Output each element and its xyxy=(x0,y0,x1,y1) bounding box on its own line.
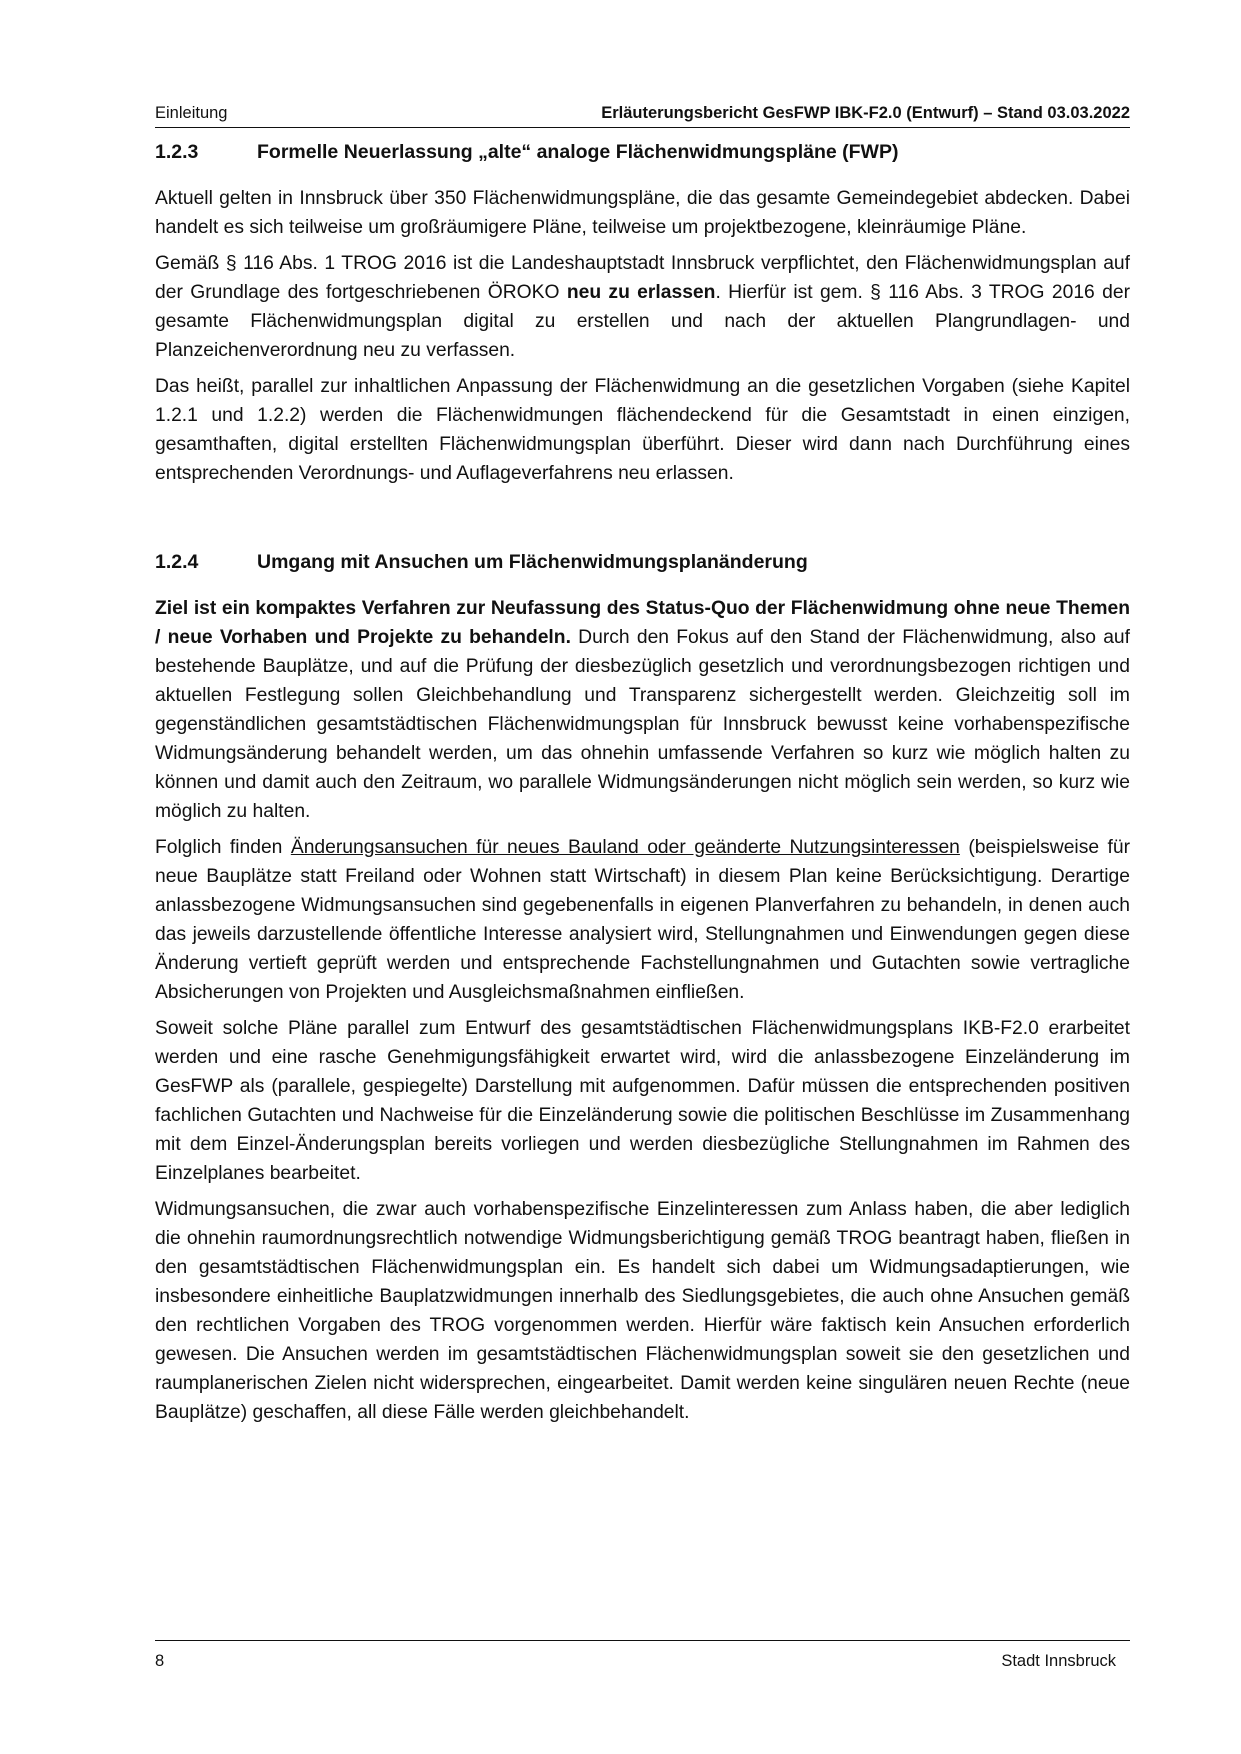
section-number: 1.2.3 xyxy=(155,141,199,163)
bold-emphasis: neu zu erlassen xyxy=(566,282,716,303)
paragraph: Aktuell gelten in Innsbruck über 350 Flächenwidmungspläne, die das gesamte Gemeindegebiet abdecken. Dabei handelt es sich teilweise um großräumigere Pläne, teilweise um projektbezogene, kleinräumige Pläne. xyxy=(155,188,1130,238)
paragraph: Folglich finden Änderungsansuchen für neues Bauland oder geänderte Nutzungsinteressen (beispielsweise für neue Bauplätze statt Freiland oder Wohnen statt Wirtschaft) in diesem Plan keine Berücksichtigung. Derartige anlassbezogene Widmungsansuchen sind gegebenenfalls in eigenen Planverfahren zu behandeln, in denen auch das jeweils darzustellende öffentliche Interesse analysiert wird, Stellungnahmen und Einwendungen gegen diese Änderung vertieft geprüft werden und entsprechende Fachstellungnahmen und Gutachten sowie vertragliche Absicherungen von Projekten und Ausgleichsmaßnahmen einfließen. xyxy=(155,837,1130,1003)
page-header xyxy=(155,101,1130,128)
section-heading-1-2-3 xyxy=(155,139,1130,165)
header-document-title: Erläuterungsbericht GesFWP IBK-F2.0 (Entwurf) – Stand 03.03.2022 xyxy=(601,104,1130,122)
paragraph: Das heißt, parallel zur inhaltlichen Anpassung der Flächenwidmung an die gesetzlichen Vorgaben (siehe Kapitel 1.2.1 und 1.2.2) werden die Flächenwidmungen flächendeckend für die Gesamtstadt in einen einzigen, gesamthaften, digital erstellten Flächenwidmungsplan überführt. Dieser wird dann nach Durchführung eines entsprechenden Verordnungs- und Auflageverfahrens neu erlassen. xyxy=(155,376,1130,484)
section-title: Formelle Neuerlassung „alte“ analoge Flächenwidmungspläne (FWP) xyxy=(257,141,899,163)
page-number: 8 xyxy=(155,1652,165,1670)
paragraph: Widmungsansuchen, die zwar auch vorhabenspezifische Einzelinteressen zum Anlass haben, die aber lediglich die ohnehin raumordnungsrechtlich notwendige Widmungsberichtigung gemäß TROG beantragt haben, fließen in den gesamtstädtischen Flächenwidmungsplan ein. Es handelt sich dabei um Widmungsadaptierungen, wie insbesondere einheitliche Bauplatzwidmungen innerhalb des Siedlungsgebietes, die auch ohne Ansuchen gemäß den rechtlichen Vorgaben des TROG vorgenommen werden. Hierfür wäre faktisch kein Ansuchen erforderlich gewesen. Die Ansuchen werden im gesamtstädtischen Flächenwidmungsplan soweit sie den gesetzlichen und raumplanerischen Zielen nicht widersprechen, eingearbeitet. Damit werden keine singulären neuen Rechte (neue Bauplätze) geschaffen, all diese Fälle werden gleichbehandelt. xyxy=(155,1199,1130,1423)
footer-organization: Stadt Innsbruck xyxy=(1001,1652,1116,1670)
section-title: Umgang mit Ansuchen um Flächenwidmungsplanänderung xyxy=(257,551,808,573)
section-body-1-2-3 xyxy=(155,184,1130,495)
page-footer xyxy=(155,1640,1130,1670)
paragraph: Soweit solche Pläne parallel zum Entwurf des gesamtstädtischen Flächenwidmungsplans IKB-F2.0 erarbeitet werden und eine rasche Genehmigungsfähigkeit erwartet wird, wird die anlassbezogene Einzeländerung im GesFWP als (parallele, gespiegelte) Darstellung mit aufgenommen. Dafür müssen die entsprechenden positiven fachlichen Gutachten und Nachweise für die Einzeländerung sowie die politischen Beschlüsse im Zusammenhang mit dem Einzel-Änderungsplan bereits vorliegen und werden diesbezügliche Stellungnahmen im Rahmen des Einzelplanes bearbeitet. xyxy=(155,1018,1130,1184)
paragraph: Ziel ist ein kompaktes Verfahren zur Neufassung des Status-Quo der Flächenwidmung ohne neue Themen / neue Vorhaben und Projekte zu behandeln. Durch den Fokus auf den Stand der Flächenwidmung, also auf bestehende Bauplätze, und auf die Prüfung der diesbezüglich gesetzlich und verordnungsbezogen richtigen und aktuellen Festlegung sollen Gleichbehandlung und Transparenz sichergestellt werden. Gleichzeitig soll im gegenständlichen gesamtstädtischen Flächenwidmungsplan für Innsbruck bewusst keine vorhabenspezifische Widmungsänderung behandelt werden, um das ohnehin umfassende Verfahren so kurz wie möglich halten zu können und damit auch den Zeitraum, wo parallele Widmungsänderungen nicht möglich sein werden, so kurz wie möglich zu halten. xyxy=(155,598,1130,822)
section-body-1-2-4 xyxy=(155,594,1130,1434)
section-heading-1-2-4 xyxy=(155,549,1130,575)
bold-emphasis: Ziel ist ein kompaktes Verfahren zur Neufassung des Status-Quo der Flächenwidmung ohne neue Themen / neue Vorhaben und Projekte zu behandeln. xyxy=(155,598,1130,648)
document-page xyxy=(155,0,1130,1754)
underlined-emphasis: Änderungsansuchen für neues Bauland oder geänderte Nutzungsinteressen xyxy=(290,837,960,858)
paragraph: Gemäß § 116 Abs. 1 TROG 2016 ist die Landeshauptstadt Innsbruck verpflichtet, den Flächenwidmungsplan auf der Grundlage des fortgeschriebenen ÖROKO neu zu erlassen. Hierfür ist gem. § 116 Abs. 3 TROG 2016 der gesamte Flächenwidmungsplan digital zu erstellen und nach der aktuellen Plangrundlagen- und Planzeichenverordnung neu zu verfassen. xyxy=(155,253,1130,361)
section-number: 1.2.4 xyxy=(155,551,199,573)
header-chapter: Einleitung xyxy=(155,104,228,122)
